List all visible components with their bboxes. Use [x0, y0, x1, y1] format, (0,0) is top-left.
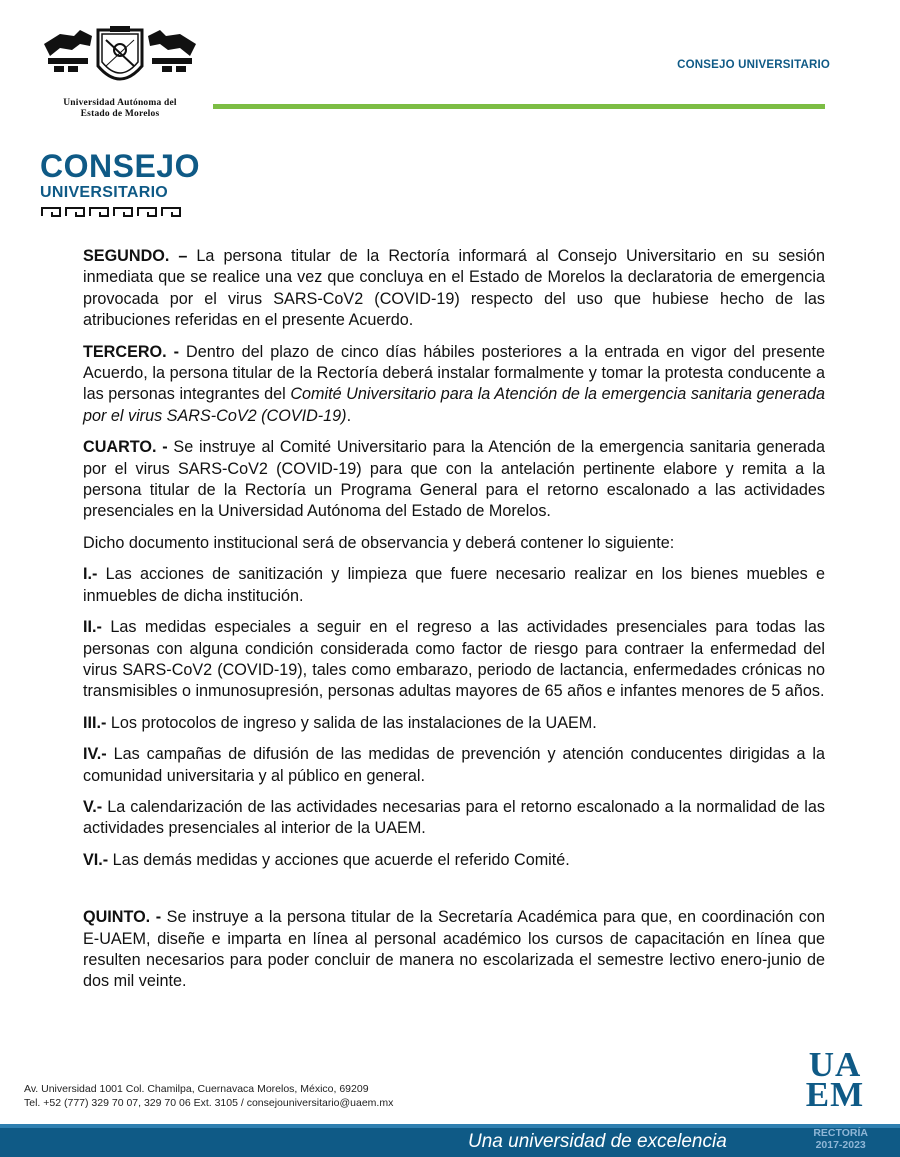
list-item — [83, 797, 825, 840]
rectoria-years: 2017-2023 — [815, 1138, 866, 1151]
item-label: V.- — [83, 797, 103, 816]
uaem-logo-line1: UA — [808, 1045, 862, 1084]
footer-bar — [0, 1124, 900, 1157]
list-item — [83, 744, 825, 787]
item-text: Las campañas de difusión de las medidas de prevención y atención conducentes dirigidas a la comunidad universitaria y al público en general. — [83, 745, 825, 785]
list-item — [83, 617, 825, 703]
item-text: Las medidas especiales a seguir en el regreso a las actividades presenciales para todas las personas con alguna condición considerada como factor de riesgo para contraer la enfermedad del virus SARS-CoV2 (COVID-19), tales como embarazo, periodo de lactancia, enfermedades crónicas no transmisibles o inmunosupresión, personas adultas mayores de 65 años e infantes menores de 5 años. — [83, 618, 825, 701]
header-divider — [213, 104, 825, 109]
item-text: La calendarización de las actividades necesarias para el retorno escalonado a la normalidad de las actividades presenciales al interior de la UAEM. — [83, 797, 825, 838]
tercero-label: TERCERO. - — [83, 342, 180, 361]
segundo-label: SEGUNDO. – — [83, 247, 188, 265]
university-name-line1: Universidad Autónoma del — [63, 98, 177, 108]
council-logo-subtitle: UNIVERSITARIO — [40, 184, 169, 201]
tercero-committee-name: Comité Universitario para la Atención de la emergencia sanitaria generada por el virus SARS-CoV2 (COVID-19) — [83, 385, 825, 425]
footer-address-line: Av. Universidad 1001 Col. Chamilpa, Cuernavaca Morelos, México, 69209 — [24, 1083, 369, 1095]
list-item — [83, 564, 825, 607]
cuarto-text: Se instruye al Comité Universitario para la Atención de la emergencia sanitaria generada por el virus SARS-CoV2 (COVID-19) para que con la antelación pertinente elabore y remita a la persona titular de la Rectoría un Programa General para el retorno escalonado a las actividades presenciales en la Universidad Autónoma del Estado de Morelos. — [83, 438, 825, 521]
rectoria-label: RECTORÍA — [813, 1127, 868, 1139]
council-header-label: CONSEJO UNIVERSITARIO — [677, 59, 830, 71]
paragraph-dicho: Dicho documento institucional será de observancia y deberá contener lo siguiente: — [83, 533, 675, 552]
cuarto-label: CUARTO. - — [83, 438, 168, 457]
paragraph-quinto — [83, 907, 825, 993]
footer-bar-stripe — [0, 1124, 900, 1128]
university-emblem-icon — [40, 26, 200, 96]
council-logo — [40, 148, 200, 218]
paragraph-segundo — [83, 246, 825, 332]
list-item — [83, 713, 825, 734]
footer-address — [24, 1082, 393, 1110]
rectoria-badge — [813, 1128, 868, 1151]
quinto-label: QUINTO. - — [83, 908, 162, 927]
uaem-logo — [800, 1045, 870, 1114]
greca-ornament-icon — [40, 206, 182, 218]
university-name-line2: Estado de Morelos — [80, 109, 160, 119]
university-name — [40, 98, 200, 120]
tercero-text: Dentro del plazo de cinco días hábiles posteriores a la entrada en vigor del presente Acuerdo, la persona titular de la Rectoría deberá instalar formalmente y tomar la protesta conducente a las personas integrantes del — [83, 342, 825, 404]
item-text: Los protocolos de ingreso y salida de las instalaciones de la UAEM. — [106, 713, 597, 732]
council-logo-title: CONSEJO — [40, 148, 200, 184]
item-label: II.- — [83, 618, 102, 637]
segundo-text: La persona titular de la Rectoría informará al Consejo Universitario en su sesión inmediata que se realice una vez que concluya en el Estado de Morelos la declaratoria de emergencia provocada por el virus SARS-CoV2 (COVID-19) respecto del uso que hubiese hecho de las atribuciones referidas en el presente Acuerdo. — [83, 247, 825, 330]
item-text: Las acciones de sanitización y limpieza que fuere necesario realizar en los bienes muebles e inmuebles de dicha institución. — [83, 565, 825, 605]
footer-contact-line: Tel. +52 (777) 329 70 07, 329 70 06 Ext. 3105 / consejouniversitario@uaem.mx — [24, 1097, 394, 1109]
footer-slogan: Una universidad de excelencia — [468, 1131, 727, 1152]
item-text: Las demás medidas y acciones que acuerde el referido Comité. — [108, 850, 570, 869]
item-label: IV.- — [83, 745, 107, 764]
tercero-end: . — [346, 406, 352, 425]
item-label: VI.- — [83, 850, 109, 869]
university-logo — [40, 26, 200, 120]
list-item — [83, 850, 825, 871]
item-label: III.- — [83, 713, 107, 732]
paragraph-tercero — [83, 342, 825, 428]
item-label: I.- — [83, 565, 98, 584]
quinto-text: Se instruye a la persona titular de la Secretaría Académica para que, en coordinación con E-UAEM, diseñe e imparta en línea al personal académico los cursos de capacitación en línea que resulten necesarios para poder concluir de manera no escolarizada el semestre lectivo enero-junio de dos mil veinte. — [83, 908, 825, 991]
uaem-logo-line2: EM — [805, 1075, 865, 1114]
document-body — [83, 246, 825, 1003]
paragraph-cuarto — [83, 437, 825, 523]
